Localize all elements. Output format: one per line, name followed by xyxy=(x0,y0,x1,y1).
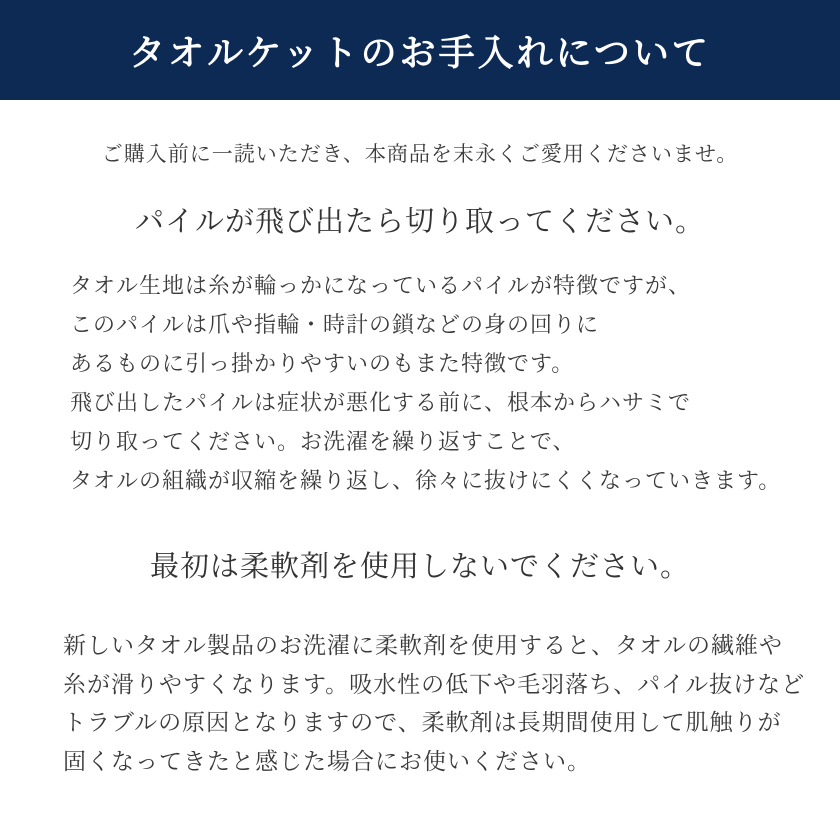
section-heading-softener: 最初は柔軟剤を使用しないでください。 xyxy=(149,551,690,583)
body-line: あるものに引っ掛かりやすいのもまた特徴です。 xyxy=(70,351,575,376)
section-heading-pile: パイルが飛び出たら切り取ってください。 xyxy=(134,206,705,238)
body-line: 新しいタオル製品のお洗濯に柔軟剤を使用すると、タオルの繊維や xyxy=(63,632,783,658)
title-banner xyxy=(0,0,840,100)
body-line: 固くなってきたと感じた場合にお使いください。 xyxy=(63,747,591,774)
body-line: 糸が滑りやすくなります。吸水性の低下や毛羽落ち、パイル抜けなど xyxy=(63,670,806,697)
section-softener xyxy=(0,547,840,780)
section-pile-care xyxy=(0,203,840,500)
body-line: このパイルは爪や指輪・時計の鎖などの身の回りに xyxy=(70,312,600,337)
section-body-softener xyxy=(0,626,840,780)
body-line: タオルの組織が収縮を繰り返し、徐々に抜けにくくなっていきます。 xyxy=(70,468,782,493)
body-line: トラブルの原因となりますので、柔軟剤は長期間使用して肌触りが xyxy=(63,709,782,735)
body-line: 飛び出したパイルは症状が悪化する前に、根本からハサミで xyxy=(70,390,692,415)
page-title: タオルケットのお手入れについて xyxy=(129,31,711,73)
section-body-pile xyxy=(0,266,840,500)
body-line: 切り取ってください。お洗濯を繰り返すことで、 xyxy=(70,429,576,454)
body-line: タオル生地は糸が輪っかになっているパイルが特徴ですが、 xyxy=(70,273,692,298)
intro-text: ご購入前に一読いただき、本商品を末永くご愛用くださいませ。 xyxy=(101,143,739,166)
